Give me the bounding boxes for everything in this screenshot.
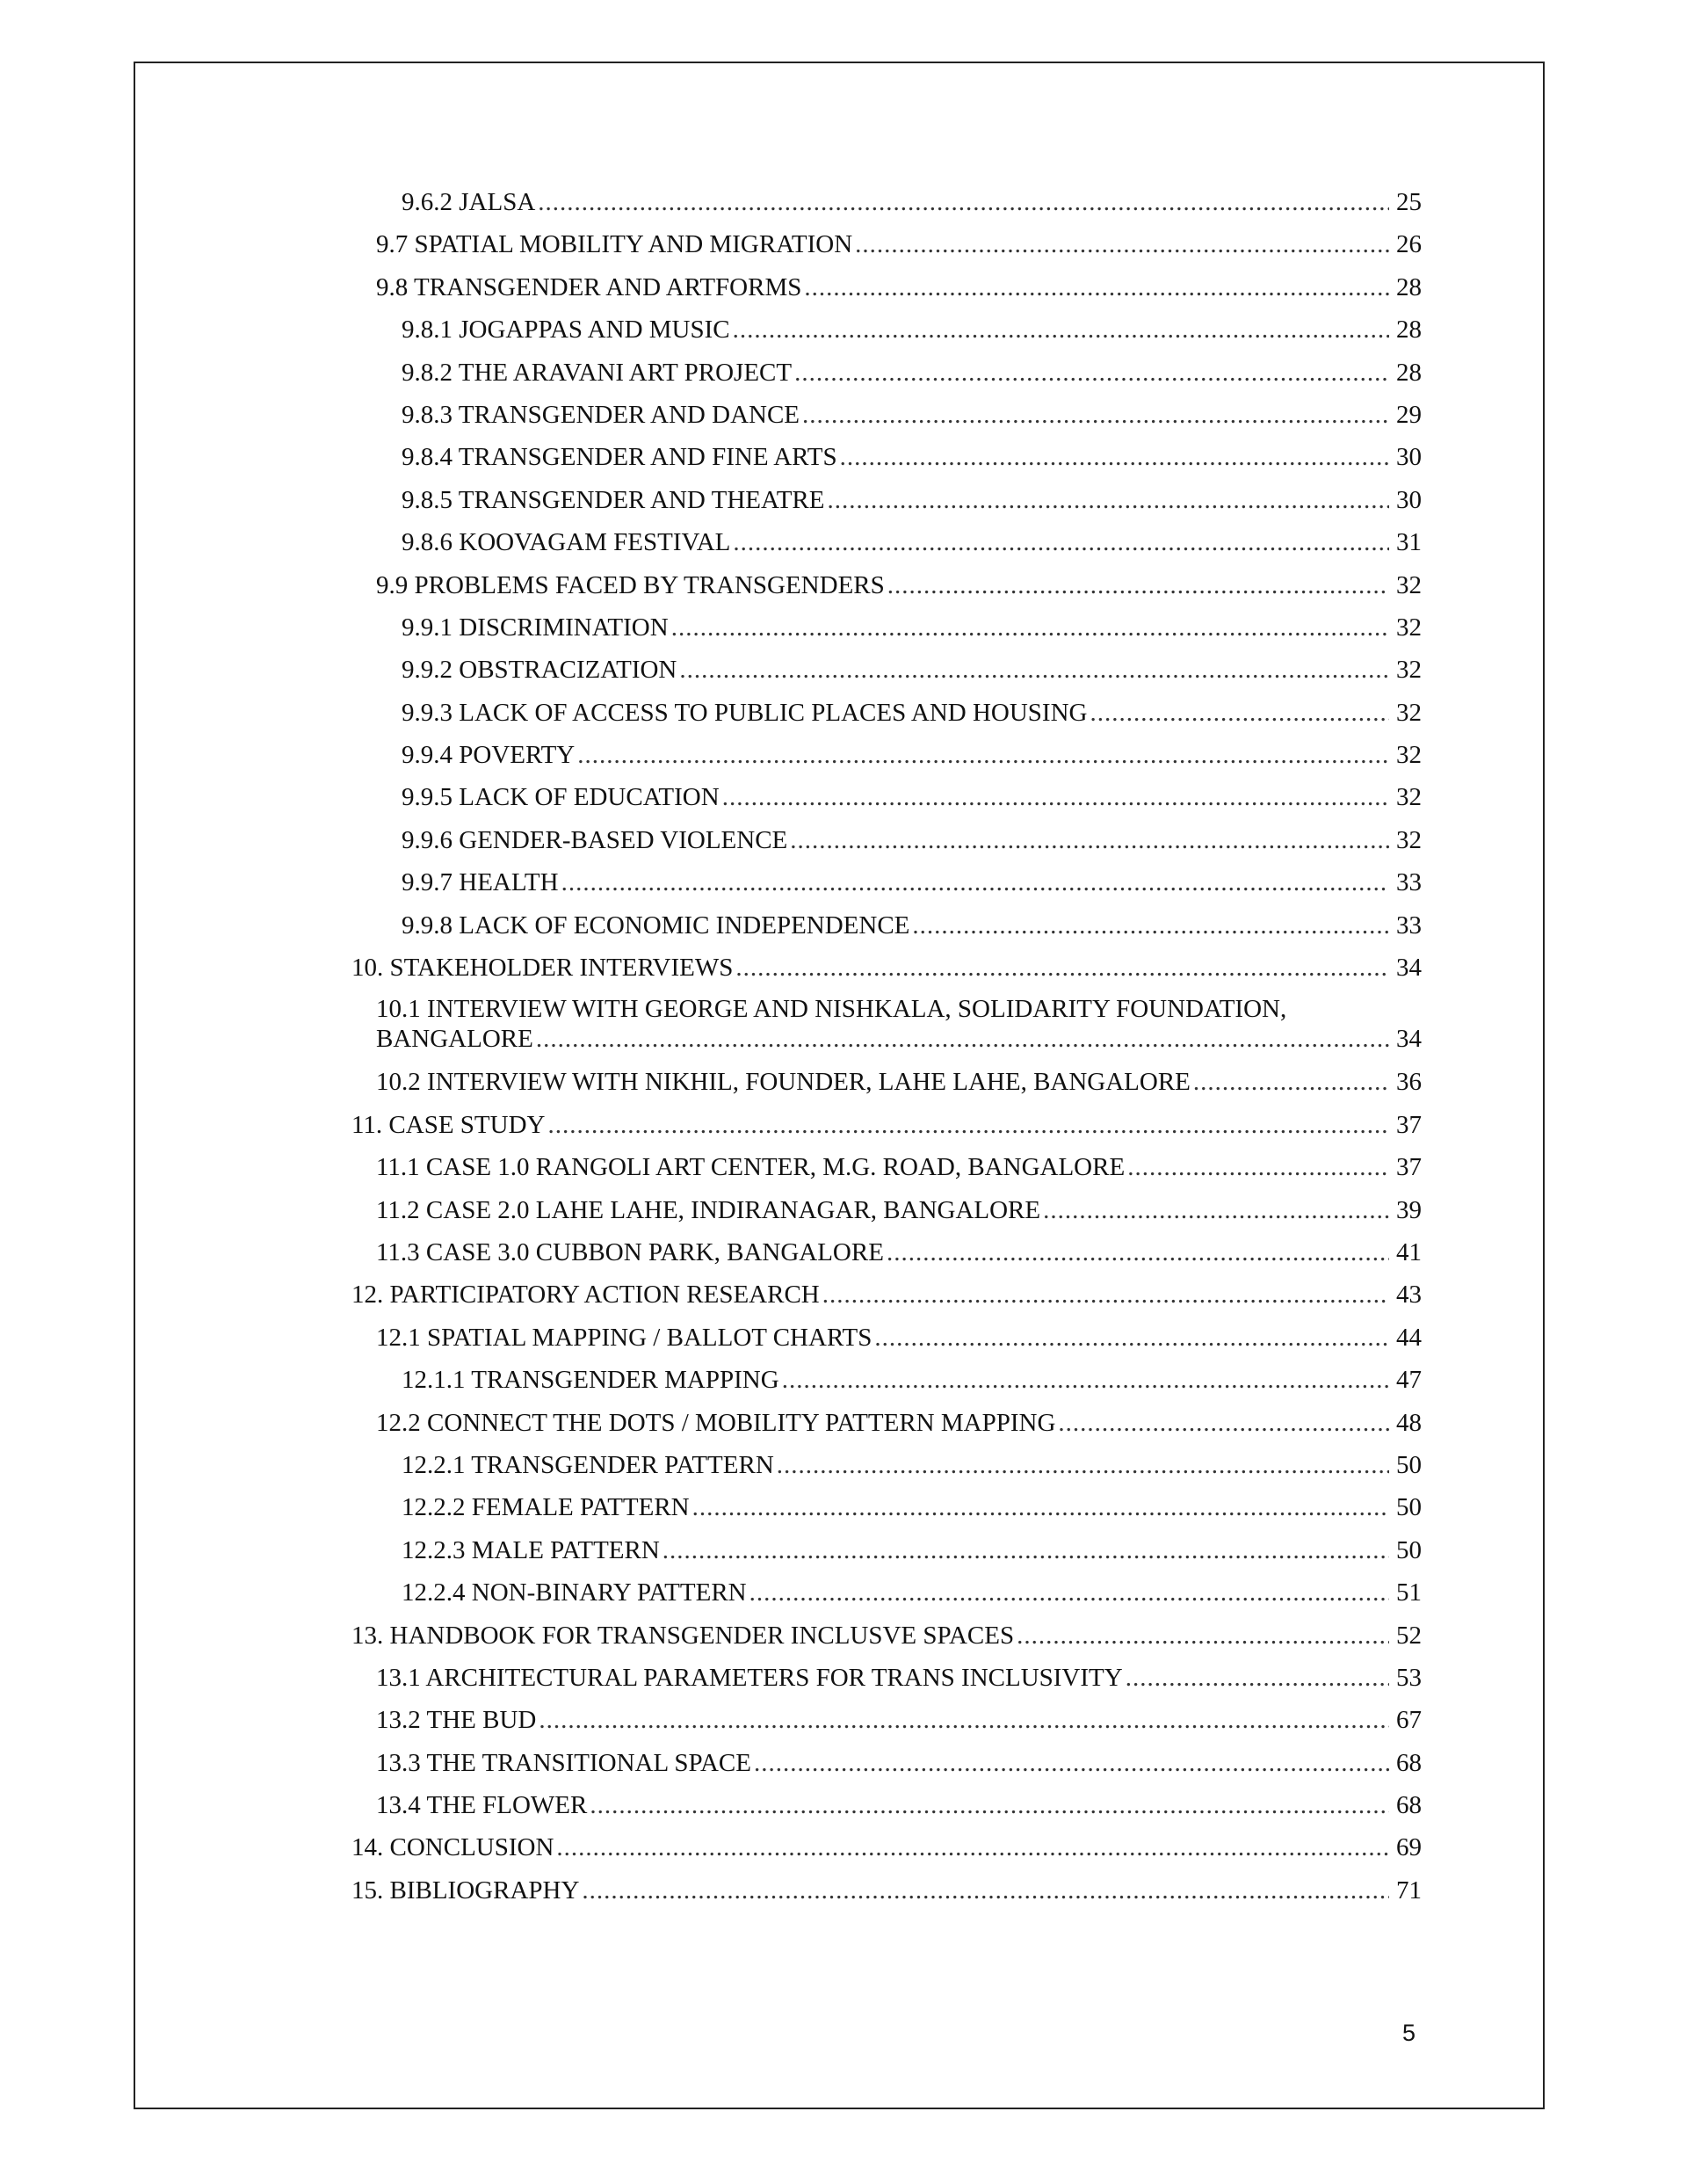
toc-entry-page: 32 [1396, 741, 1422, 770]
dot-leader [671, 610, 1389, 645]
toc-entry-page: 32 [1396, 698, 1422, 727]
dot-leader [794, 355, 1389, 390]
toc-entry-title: 12.2.3 MALE PATTERN [402, 1535, 660, 1564]
dot-leader [887, 568, 1389, 603]
dot-leader [547, 1107, 1389, 1143]
toc-entry[interactable] [351, 1575, 1422, 1617]
dot-leader [827, 483, 1389, 518]
toc-entry[interactable] [351, 1193, 1422, 1235]
toc-entry-page: 48 [1396, 1408, 1422, 1437]
toc-entry-title: 10.2 INTERVIEW WITH NIKHIL, FOUNDER, LAHE LAHE, BANGALORE [376, 1068, 1191, 1097]
toc-entry[interactable] [351, 568, 1422, 610]
toc-entry-page: 25 [1396, 188, 1422, 216]
dot-leader [561, 865, 1389, 900]
toc-entry-page: 41 [1396, 1237, 1422, 1266]
toc-entry[interactable] [351, 270, 1422, 312]
toc-entry-page: 50 [1396, 1493, 1422, 1522]
toc-entry-page: 36 [1396, 1068, 1422, 1097]
toc-entry[interactable] [351, 1107, 1422, 1150]
toc-entry-page: 51 [1396, 1578, 1422, 1607]
toc-entry-title: 9.9.7 HEALTH [402, 868, 559, 897]
toc-entry-title: 11. CASE STUDY [351, 1110, 546, 1139]
toc-entry[interactable] [351, 1873, 1422, 1915]
toc-entry-page: 53 [1396, 1663, 1422, 1692]
toc-entry[interactable] [351, 1830, 1422, 1872]
toc-entry-title: 9.9 PROBLEMS FACED BY TRANSGENDERS [376, 570, 885, 599]
toc-entry-title: 9.8.4 TRANSGENDER AND FINE ARTS [402, 443, 837, 472]
toc-entry-title: 11.3 CASE 3.0 CUBBON PARK, BANGALORE [376, 1237, 884, 1266]
dot-leader [735, 950, 1389, 985]
dot-leader [1043, 1193, 1389, 1228]
dot-leader [539, 1702, 1389, 1738]
toc-entry-page: 50 [1396, 1450, 1422, 1479]
toc-entry[interactable] [351, 950, 1422, 992]
toc-entry-title: 11.2 CASE 2.0 LAHE LAHE, INDIRANAGAR, BANGALORE [376, 1195, 1041, 1224]
toc-entry[interactable] [351, 610, 1422, 652]
toc-entry[interactable] [351, 483, 1422, 525]
toc-entry-page: 30 [1396, 485, 1422, 514]
dot-leader [582, 1873, 1389, 1908]
toc-entry-title: 13.4 THE FLOWER [376, 1791, 588, 1820]
toc-entry-page: 50 [1396, 1535, 1422, 1564]
toc-entry-page: 34 [1396, 1025, 1422, 1054]
dot-leader [577, 737, 1389, 773]
toc-entry-title: 12.2.4 NON-BINARY PATTERN [402, 1578, 747, 1607]
toc-entry-title: 9.9.2 OBSTRACIZATION [402, 656, 677, 685]
toc-entry[interactable] [351, 1660, 1422, 1702]
toc-entry-title: 9.8.5 TRANSGENDER AND THEATRE [402, 485, 825, 514]
table-of-contents [351, 185, 1422, 1915]
toc-entry[interactable] [351, 1064, 1422, 1107]
toc-entry-title: 15. BIBLIOGRAPHY [351, 1876, 580, 1905]
dot-leader [790, 823, 1389, 858]
toc-entry-title: 9.9.8 LACK OF ECONOMIC INDEPENDENCE [402, 911, 910, 940]
toc-entry-title: 12.2.1 TRANSGENDER PATTERN [402, 1450, 774, 1479]
toc-entry[interactable] [351, 695, 1422, 737]
toc-entry[interactable] [351, 355, 1422, 397]
toc-entry[interactable] [351, 525, 1422, 567]
toc-entry-page: 28 [1396, 272, 1422, 301]
dot-leader [912, 908, 1389, 943]
dot-leader [538, 185, 1389, 220]
toc-entry-title: 13.2 THE BUD [376, 1706, 537, 1735]
toc-entry-page: 28 [1396, 316, 1422, 345]
dot-leader [679, 652, 1389, 687]
toc-entry[interactable] [351, 185, 1422, 227]
toc-entry[interactable] [351, 1362, 1422, 1404]
toc-entry-page: 68 [1396, 1748, 1422, 1777]
dot-leader [887, 1235, 1389, 1270]
toc-entry-page: 33 [1396, 868, 1422, 897]
dot-leader [733, 525, 1389, 560]
toc-entry-page: 67 [1396, 1706, 1422, 1735]
toc-entry-title: 9.9.3 LACK OF ACCESS TO PUBLIC PLACES AND HOUSING [402, 698, 1088, 727]
dot-leader [1126, 1660, 1389, 1695]
toc-entry-page: 39 [1396, 1195, 1422, 1224]
toc-entry-page: 34 [1396, 954, 1422, 983]
toc-entry[interactable] [351, 1618, 1422, 1660]
toc-entry-title: 9.8 TRANSGENDER AND ARTFORMS [376, 272, 802, 301]
dot-leader [590, 1788, 1389, 1823]
dot-leader [874, 1320, 1389, 1355]
toc-entry-page: 28 [1396, 358, 1422, 387]
toc-entry[interactable] [351, 908, 1422, 950]
dot-leader [536, 1024, 1389, 1054]
toc-entry-title: 11.1 CASE 1.0 RANGOLI ART CENTER, M.G. ROAD, BANGALORE [376, 1153, 1126, 1182]
toc-entry[interactable] [351, 1448, 1422, 1490]
toc-entry-page: 29 [1396, 400, 1422, 429]
dot-leader [749, 1575, 1389, 1610]
dot-leader [1127, 1150, 1389, 1185]
toc-entry[interactable] [351, 780, 1422, 822]
toc-entry[interactable] [351, 312, 1422, 354]
toc-entry-title: 12. PARTICIPATORY ACTION RESEARCH [351, 1281, 820, 1310]
toc-entry-title: 10. STAKEHOLDER INTERVIEWS [351, 954, 734, 983]
toc-entry-title: 9.9.6 GENDER-BASED VIOLENCE [402, 825, 788, 854]
dot-leader [1193, 1064, 1389, 1099]
toc-entry[interactable] [351, 1788, 1422, 1830]
dot-leader [662, 1533, 1389, 1568]
dot-leader [733, 312, 1389, 347]
toc-entry[interactable] [351, 992, 1422, 1064]
toc-entry[interactable] [351, 823, 1422, 865]
toc-entry-title: 13.1 ARCHITECTURAL PARAMETERS FOR TRANS INCLUSIVITY [376, 1663, 1123, 1692]
toc-entry-page: 69 [1396, 1833, 1422, 1862]
toc-entry-title: 9.8.3 TRANSGENDER AND DANCE [402, 400, 800, 429]
toc-entry-title: 13.3 THE TRANSITIONAL SPACE [376, 1748, 751, 1777]
toc-entry[interactable] [351, 1277, 1422, 1319]
toc-entry-page: 32 [1396, 825, 1422, 854]
dot-leader [692, 1490, 1389, 1525]
toc-entry-page: 37 [1396, 1153, 1422, 1182]
dot-leader [1017, 1618, 1389, 1653]
toc-entry-title: 12.2 CONNECT THE DOTS / MOBILITY PATTERN MAPPING [376, 1408, 1056, 1437]
dot-leader [804, 270, 1389, 305]
toc-entry[interactable] [351, 1405, 1422, 1448]
toc-entry-page: 68 [1396, 1791, 1422, 1820]
toc-entry-title: 14. CONCLUSION [351, 1833, 554, 1862]
toc-entry[interactable] [351, 439, 1422, 482]
toc-entry-title: 9.8.1 JOGAPPAS AND MUSIC [402, 316, 730, 345]
toc-entry[interactable] [351, 865, 1422, 907]
toc-entry[interactable] [351, 1702, 1422, 1745]
toc-entry-title: 12.1.1 TRANSGENDER MAPPING [402, 1366, 779, 1395]
page-number: 5 [1402, 2020, 1416, 2046]
toc-entry-page: 71 [1396, 1876, 1422, 1905]
dot-leader [822, 1277, 1389, 1312]
toc-entry[interactable] [351, 1235, 1422, 1277]
dot-leader [1090, 695, 1389, 730]
dot-leader [777, 1448, 1389, 1483]
toc-entry-title: 13. HANDBOOK FOR TRANSGENDER INCLUSVE SPACES [351, 1621, 1015, 1650]
toc-entry-page: 47 [1396, 1366, 1422, 1395]
toc-entry-page: 32 [1396, 570, 1422, 599]
toc-entry-page: 44 [1396, 1323, 1422, 1352]
toc-entry-page: 32 [1396, 613, 1422, 642]
toc-entry-title: 9.9.5 LACK OF EDUCATION [402, 783, 720, 812]
toc-entry-title: 9.8.2 THE ARAVANI ART PROJECT [402, 358, 793, 387]
dot-leader [855, 227, 1389, 262]
dot-leader [1058, 1405, 1389, 1440]
dot-leader [556, 1830, 1389, 1865]
toc-entry-page: 31 [1396, 528, 1422, 557]
toc-entry-title: 12.2.2 FEMALE PATTERN [402, 1493, 690, 1522]
toc-entry[interactable] [351, 737, 1422, 780]
toc-entry-title: 9.8.6 KOOVAGAM FESTIVAL [402, 528, 731, 557]
toc-entry-page: 37 [1396, 1110, 1422, 1139]
toc-entry[interactable] [351, 397, 1422, 439]
toc-entry[interactable] [351, 1745, 1422, 1788]
toc-entry-page: 33 [1396, 911, 1422, 940]
toc-entry-title: 9.7 SPATIAL MOBILITY AND MIGRATION [376, 230, 853, 259]
toc-entry-page: 26 [1396, 230, 1422, 259]
toc-entry-title: 9.9.1 DISCRIMINATION [402, 613, 669, 642]
toc-entry-page: 52 [1396, 1621, 1422, 1650]
toc-entry-title: BANGALORE [376, 1025, 533, 1054]
toc-entry[interactable] [351, 1533, 1422, 1575]
toc-entry[interactable] [351, 1320, 1422, 1362]
toc-entry-title: 12.1 SPATIAL MAPPING / BALLOT CHARTS [376, 1323, 872, 1352]
dot-leader [782, 1362, 1389, 1397]
dot-leader [754, 1745, 1389, 1781]
toc-entry-page: 43 [1396, 1281, 1422, 1310]
toc-entry-title: 9.9.4 POVERTY [402, 741, 576, 770]
dot-leader [722, 780, 1389, 815]
toc-entry[interactable] [351, 227, 1422, 269]
toc-entry-title: 9.6.2 JALSA [402, 188, 536, 216]
toc-entry[interactable] [351, 652, 1422, 694]
toc-entry[interactable] [351, 1490, 1422, 1532]
toc-entry-title-line: 10.1 INTERVIEW WITH GEORGE AND NISHKALA, SOLIDARITY FOUNDATION, [376, 995, 1287, 1024]
toc-entry-page: 32 [1396, 656, 1422, 685]
toc-entry-page: 32 [1396, 783, 1422, 812]
toc-entry-page: 30 [1396, 443, 1422, 472]
toc-entry[interactable] [351, 1150, 1422, 1192]
dot-leader [840, 439, 1389, 475]
dot-leader [802, 397, 1389, 432]
